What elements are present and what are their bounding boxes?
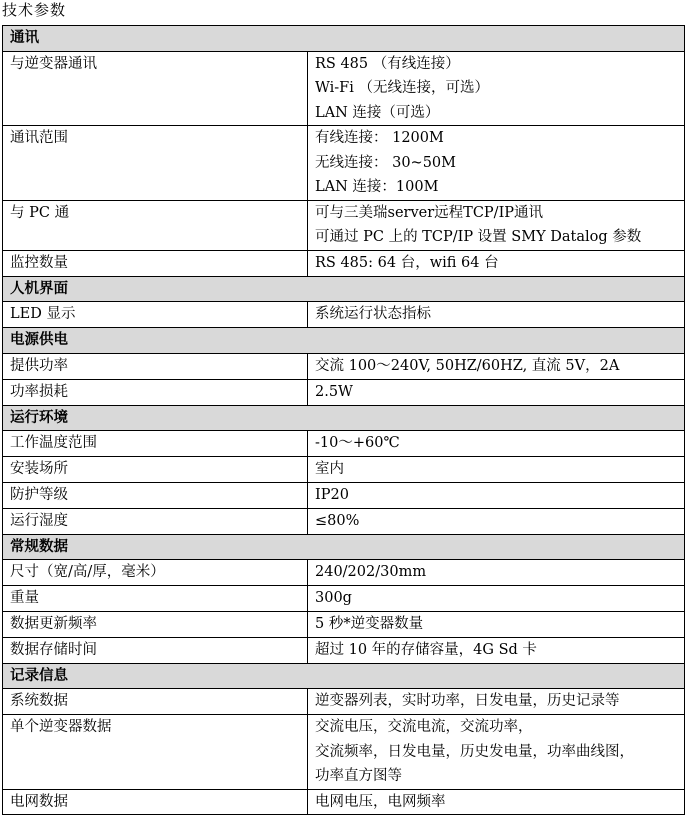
- section-header-row: [3, 328, 685, 354]
- spec-value-line: 无线连接： 30~50M: [315, 154, 457, 171]
- spec-row: [3, 508, 685, 534]
- spec-value-line: 可通过 PC 上的 TCP/IP 设置 SMY Datalog 参数: [315, 229, 642, 246]
- spec-value: [308, 482, 685, 508]
- spec-value: [308, 586, 685, 612]
- spec-row: [3, 637, 685, 663]
- section-title: 记录信息: [3, 663, 685, 689]
- spec-label: 提供功率: [3, 353, 308, 379]
- spec-row: [3, 560, 685, 586]
- spec-value: [308, 611, 685, 637]
- spec-value: [308, 379, 685, 405]
- spec-row: [3, 715, 685, 790]
- spec-value: [308, 560, 685, 586]
- spec-value: [308, 51, 685, 126]
- spec-value-line: 超过 10 年的存储容量，4G Sd 卡: [315, 641, 537, 658]
- spec-value: [308, 250, 685, 276]
- spec-value-line: 240/202/30mm: [315, 564, 427, 581]
- spec-row: [3, 379, 685, 405]
- spec-label: 功率损耗: [3, 379, 308, 405]
- spec-value-line: LAN 连接：100M: [315, 179, 439, 196]
- spec-label: LED 显示: [3, 302, 308, 328]
- spec-value-line: 300g: [315, 590, 352, 607]
- spec-value: [308, 508, 685, 534]
- spec-value-line: LAN 连接（可选）: [315, 104, 440, 121]
- spec-value-line: 有线连接： 1200M: [315, 130, 444, 147]
- spec-value: [308, 200, 685, 250]
- spec-row: [3, 431, 685, 457]
- spec-table: [2, 25, 685, 815]
- spec-row: [3, 789, 685, 815]
- spec-row: [3, 353, 685, 379]
- spec-row: [3, 689, 685, 715]
- spec-value-line: RS 485: 64 台，wifi 64 台: [315, 254, 499, 271]
- spec-value: [308, 789, 685, 815]
- document-title: 技术参数: [2, 1, 67, 19]
- section-title: 通讯: [3, 26, 685, 52]
- section-header-row: [3, 534, 685, 560]
- spec-row: [3, 51, 685, 126]
- spec-value-line: 交流 100～240V, 50HZ/60HZ, 直流 5V，2A: [315, 357, 620, 374]
- spec-label: 与 PC 通: [3, 200, 308, 250]
- spec-row: [3, 611, 685, 637]
- section-header-row: [3, 26, 685, 52]
- spec-value-line: IP20: [315, 486, 349, 503]
- spec-value: [308, 457, 685, 483]
- spec-label: 防护等级: [3, 482, 308, 508]
- spec-value-line: ≤80%: [315, 512, 360, 529]
- section-title: 电源供电: [3, 328, 685, 354]
- spec-value-line: 交流频率，日发电量，历史发电量，功率曲线图，: [315, 743, 634, 760]
- spec-label: 尺寸（宽/高/厚，毫米）: [3, 560, 308, 586]
- spec-value: [308, 302, 685, 328]
- spec-value-line: Wi-Fi （无线连接，可选）: [315, 80, 489, 97]
- spec-row: [3, 302, 685, 328]
- spec-value-line: 5 秒*逆变器数量: [315, 615, 424, 632]
- section-title: 运行环境: [3, 405, 685, 431]
- spec-value-line: -10～+60℃: [315, 435, 400, 452]
- spec-value-line: RS 485 （有线连接）: [315, 55, 460, 72]
- spec-value: [308, 637, 685, 663]
- spec-label: 与逆变器通讯: [3, 51, 308, 126]
- spec-value: [308, 715, 685, 790]
- spec-value: [308, 689, 685, 715]
- spec-label: 工作温度范围: [3, 431, 308, 457]
- section-title: 常规数据: [3, 534, 685, 560]
- spec-label: 电网数据: [3, 789, 308, 815]
- spec-row: [3, 482, 685, 508]
- spec-value: [308, 126, 685, 201]
- section-title: 人机界面: [3, 276, 685, 302]
- spec-value-line: 可与三美瑞server远程TCP/IP通讯: [315, 204, 544, 221]
- spec-label: 重量: [3, 586, 308, 612]
- spec-row: [3, 200, 685, 250]
- spec-table-body: [3, 26, 685, 815]
- spec-row: [3, 126, 685, 201]
- spec-value-line: 逆变器列表，实时功率，日发电量，历史记录等: [315, 693, 620, 710]
- spec-label: 监控数量: [3, 250, 308, 276]
- spec-label: 数据存储时间: [3, 637, 308, 663]
- spec-row: [3, 586, 685, 612]
- spec-label: 单个逆变器数据: [3, 715, 308, 790]
- spec-value-line: 功率直方图等: [315, 768, 402, 785]
- spec-value: [308, 353, 685, 379]
- spec-row: [3, 457, 685, 483]
- spec-value-line: 2.5W: [315, 383, 353, 400]
- spec-label: 系统数据: [3, 689, 308, 715]
- spec-value-line: 室内: [315, 461, 344, 478]
- section-header-row: [3, 276, 685, 302]
- spec-value-line: 电网电压，电网频率: [315, 793, 446, 810]
- section-header-row: [3, 663, 685, 689]
- spec-value-line: 系统运行状态指标: [315, 306, 431, 323]
- section-header-row: [3, 405, 685, 431]
- spec-value-line: 交流电压，交流电流，交流功率，: [315, 719, 533, 736]
- spec-label: 通讯范围: [3, 126, 308, 201]
- spec-row: [3, 250, 685, 276]
- spec-label: 安装场所: [3, 457, 308, 483]
- spec-value: [308, 431, 685, 457]
- spec-label: 运行湿度: [3, 508, 308, 534]
- spec-label: 数据更新频率: [3, 611, 308, 637]
